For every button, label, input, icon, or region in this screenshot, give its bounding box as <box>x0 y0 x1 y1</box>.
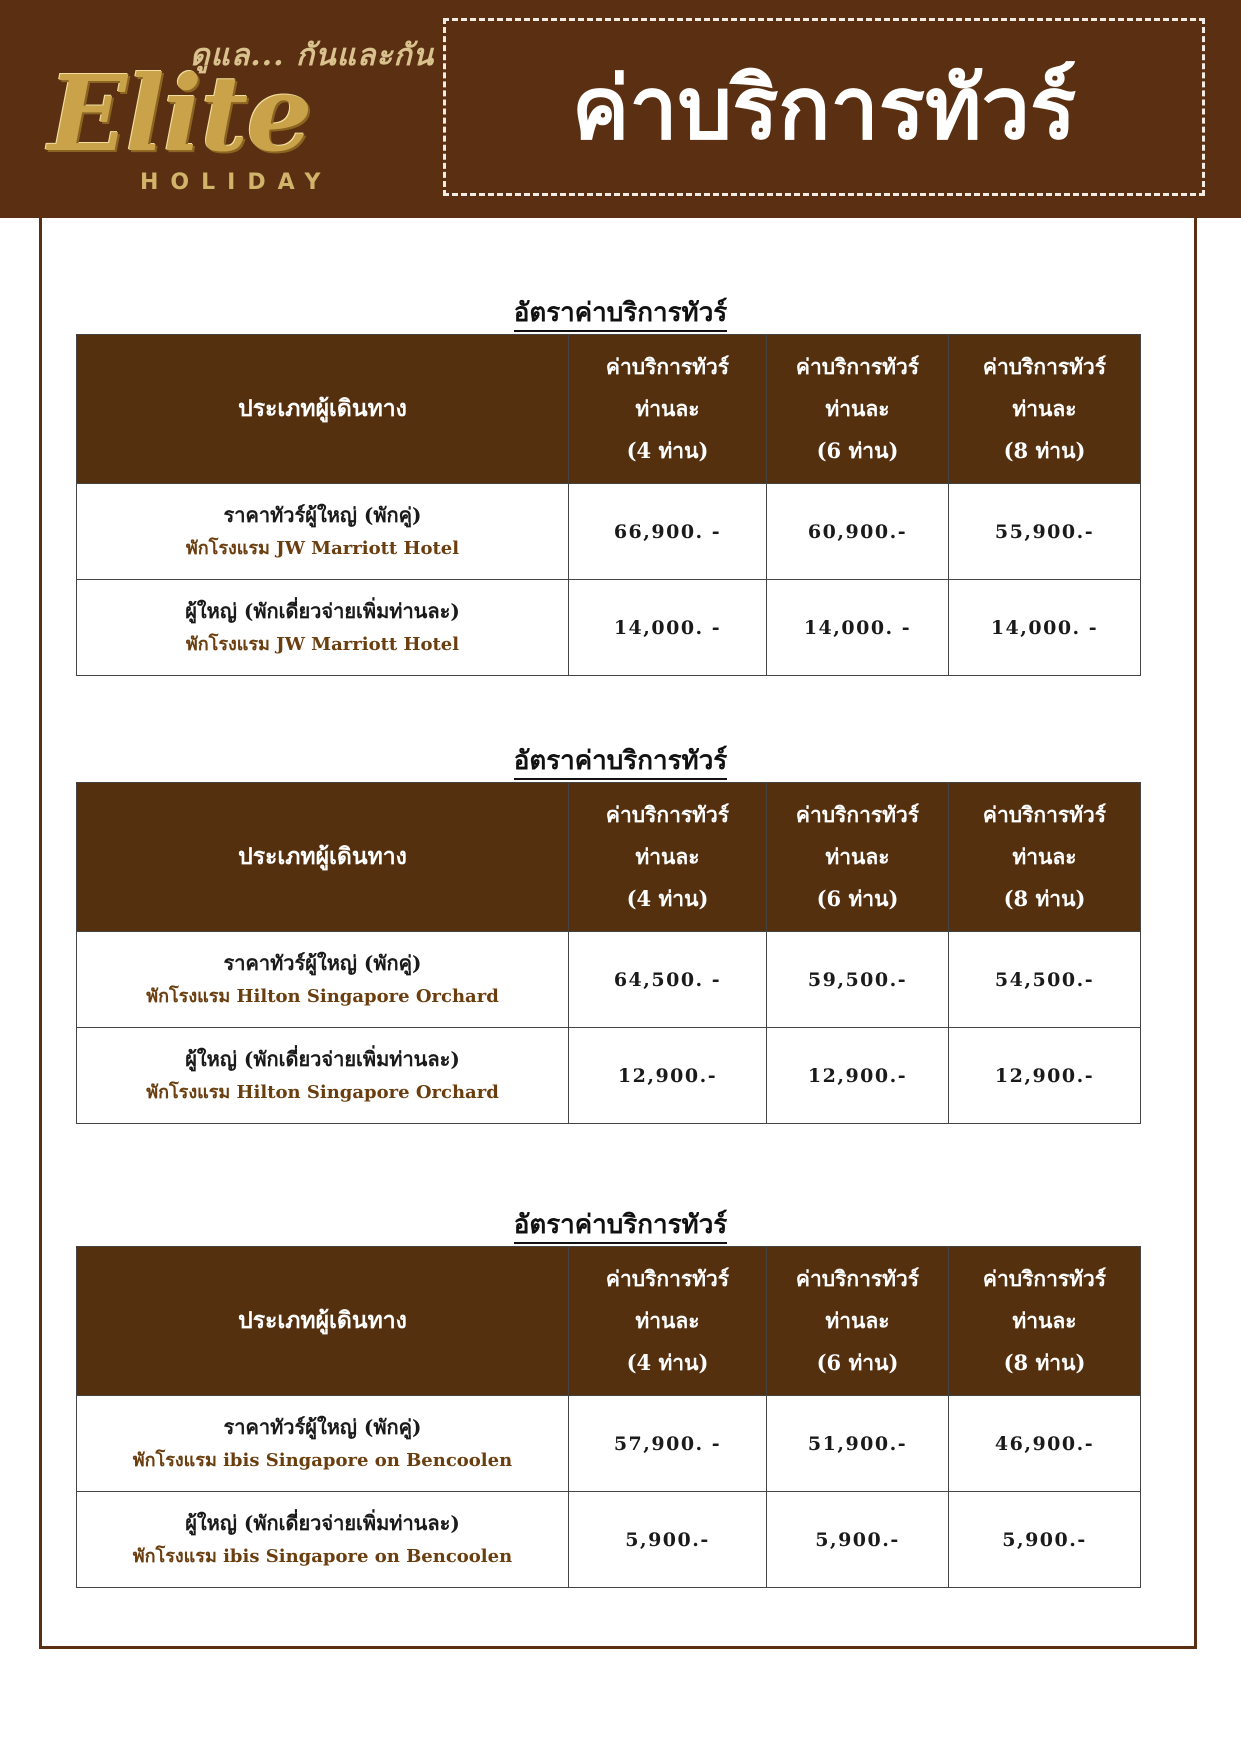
price-4: 5,900.- <box>569 1492 767 1588</box>
table-header-row <box>77 783 1141 932</box>
traveler-type-cell: ผู้ใหญ่ (พักเดี่ยวจ่ายเพิ่มท่านละ) พักโรงแรม ibis Singapore on Bencoolen <box>77 1492 569 1588</box>
header-8-persons: ค่าบริการทัวร์ ท่านละ (8 ท่าน) <box>949 1247 1141 1396</box>
table-row <box>77 932 1141 1028</box>
page-title: ค่าบริการทัวร์ <box>571 58 1077 159</box>
price-4: 66,900. - <box>569 484 767 580</box>
table-row <box>77 580 1141 676</box>
price-6: 59,500.- <box>767 932 949 1028</box>
traveler-type-cell: ราคาทัวร์ผู้ใหญ่ (พักคู่) พักโรงแรม JW Marriott Hotel <box>77 484 569 580</box>
header-4-persons: ค่าบริการทัวร์ ท่านละ (4 ท่าน) <box>569 1247 767 1396</box>
header-4-persons: ค่าบริการทัวร์ ท่านละ (4 ท่าน) <box>569 335 767 484</box>
header-6-persons: ค่าบริการทัวร์ ท่านละ (6 ท่าน) <box>767 1247 949 1396</box>
logo-subtitle: HOLIDAY <box>140 170 333 195</box>
logo-brand: Elite <box>48 52 311 175</box>
section-title-2: อัตราค่าบริการทัวร์ <box>0 740 1241 781</box>
section-title-3: อัตราค่าบริการทัวร์ <box>0 1204 1241 1245</box>
rate-table-3 <box>76 1246 1141 1588</box>
section-title-1: อัตราค่าบริการทัวร์ <box>0 292 1241 333</box>
table-row <box>77 1492 1141 1588</box>
traveler-type-cell: ราคาทัวร์ผู้ใหญ่ (พักคู่) พักโรงแรม Hilton Singapore Orchard <box>77 932 569 1028</box>
header-8-persons: ค่าบริการทัวร์ ท่านละ (8 ท่าน) <box>949 783 1141 932</box>
rate-table-2 <box>76 782 1141 1124</box>
price-6: 5,900.- <box>767 1492 949 1588</box>
price-4: 64,500. - <box>569 932 767 1028</box>
header-traveler-type: ประเภทผู้เดินทาง <box>77 783 569 932</box>
header-6-persons: ค่าบริการทัวร์ ท่านละ (6 ท่าน) <box>767 783 949 932</box>
price-8: 5,900.- <box>949 1492 1141 1588</box>
price-6: 51,900.- <box>767 1396 949 1492</box>
price-8: 55,900.- <box>949 484 1141 580</box>
price-8: 54,500.- <box>949 932 1141 1028</box>
header-6-persons: ค่าบริการทัวร์ ท่านละ (6 ท่าน) <box>767 335 949 484</box>
price-6: 14,000. - <box>767 580 949 676</box>
title-box <box>443 18 1205 196</box>
table-header-row <box>77 1247 1141 1396</box>
rate-table-1 <box>76 334 1141 676</box>
price-6: 12,900.- <box>767 1028 949 1124</box>
table-row <box>77 484 1141 580</box>
traveler-type-cell: ราคาทัวร์ผู้ใหญ่ (พักคู่) พักโรงแรม ibis Singapore on Bencoolen <box>77 1396 569 1492</box>
header-4-persons: ค่าบริการทัวร์ ท่านละ (4 ท่าน) <box>569 783 767 932</box>
price-6: 60,900.- <box>767 484 949 580</box>
logo-tagline: ดูแล... กันและกัน <box>190 38 435 73</box>
price-8: 46,900.- <box>949 1396 1141 1492</box>
header-traveler-type: ประเภทผู้เดินทาง <box>77 335 569 484</box>
header-traveler-type: ประเภทผู้เดินทาง <box>77 1247 569 1396</box>
traveler-type-cell: ผู้ใหญ่ (พักเดี่ยวจ่ายเพิ่มท่านละ) พักโรงแรม JW Marriott Hotel <box>77 580 569 676</box>
table-row <box>77 1028 1141 1124</box>
table-row <box>77 1396 1141 1492</box>
elite-holiday-logo <box>40 22 435 202</box>
page-header <box>0 0 1241 218</box>
price-8: 14,000. - <box>949 580 1141 676</box>
price-8: 12,900.- <box>949 1028 1141 1124</box>
traveler-type-cell: ผู้ใหญ่ (พักเดี่ยวจ่ายเพิ่มท่านละ) พักโรงแรม Hilton Singapore Orchard <box>77 1028 569 1124</box>
price-4: 57,900. - <box>569 1396 767 1492</box>
price-4: 12,900.- <box>569 1028 767 1124</box>
header-8-persons: ค่าบริการทัวร์ ท่านละ (8 ท่าน) <box>949 335 1141 484</box>
price-4: 14,000. - <box>569 580 767 676</box>
table-header-row <box>77 335 1141 484</box>
